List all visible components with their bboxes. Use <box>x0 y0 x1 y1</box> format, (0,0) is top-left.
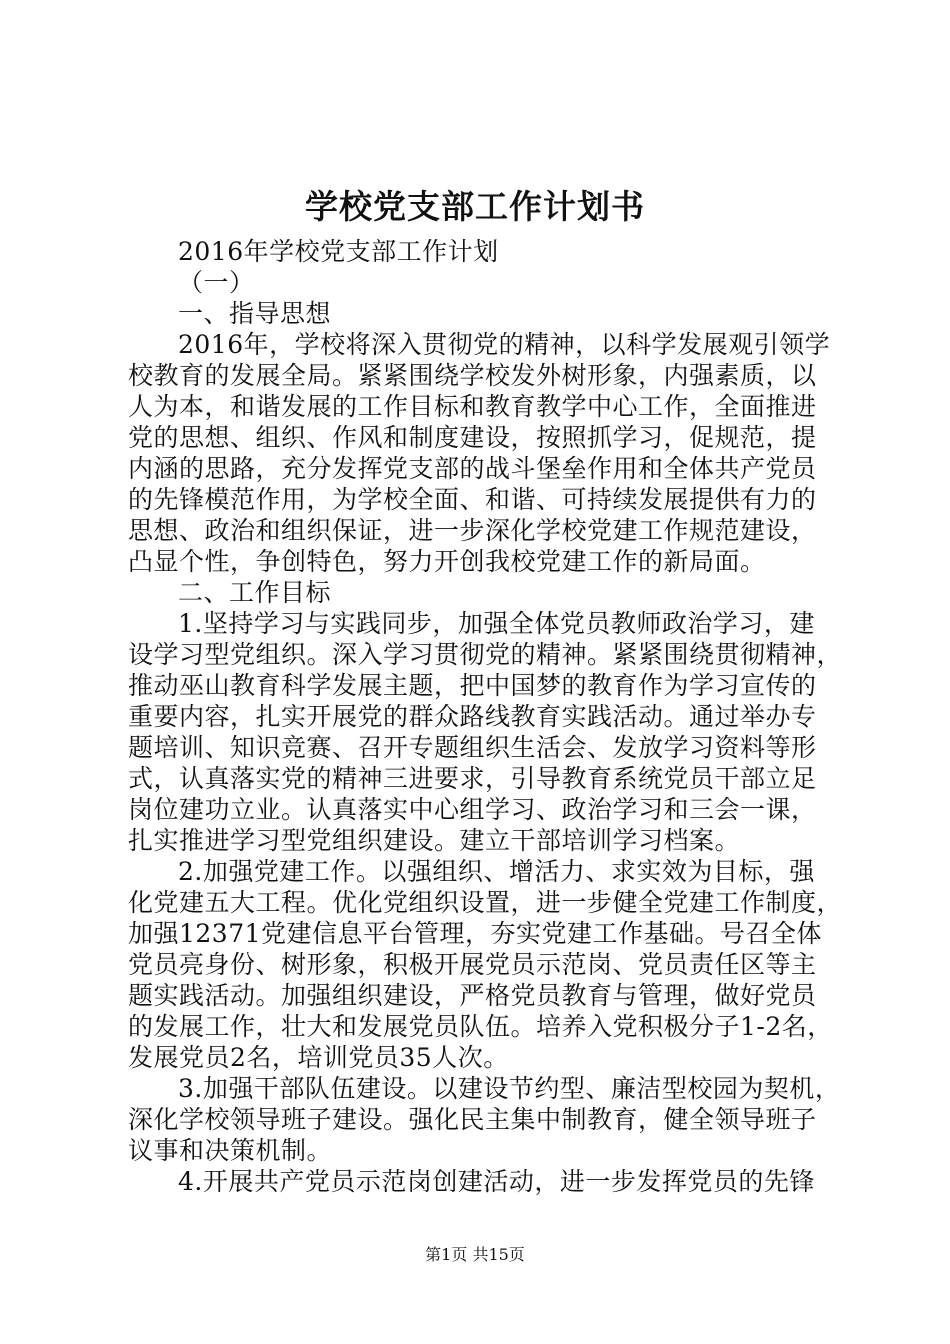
text-line: 深化学校领导班子建设。强化民主集中制教育，健全领导班子 <box>128 1105 817 1134</box>
document-body <box>128 236 843 1197</box>
text-line: 发展党员2名，培训党员35人次。 <box>128 1043 509 1072</box>
text-line: 党员亮身份、树形象，积极开展党员示范岗、党员责任区等主 <box>128 950 817 979</box>
text-line: 党的思想、组织、作风和制度建设，按照抓学习，促规范，提 <box>128 423 817 452</box>
text-line: 题实践活动。加强组织建设，严格党员教育与管理，做好党员 <box>128 981 817 1010</box>
text-line: 扎实推进学习型党组织建设。建立干部培训学习档案。 <box>128 826 741 855</box>
text-line: 2016年学校党支部工作计划 <box>178 237 499 266</box>
text-line: 的先锋模范作用，为学校全面、和谐、可持续发展提供有力的 <box>128 485 817 514</box>
text-line: 人为本，和谐发展的工作目标和教育教学中心工作，全面推进 <box>128 392 817 421</box>
text-line: 思想、政治和组织保证，进一步深化学校党建工作规范建设， <box>128 516 817 545</box>
text-line: 3.加强干部队伍建设。以建设节约型、廉洁型校园为契机， <box>178 1074 841 1103</box>
text-line: 二、工作目标 <box>178 578 332 607</box>
text-line: 推动巫山教育科学发展主题，把中国梦的教育作为学习宣传的 <box>128 671 817 700</box>
text-line: 岗位建功立业。认真落实中心组学习、政治学习和三会一课， <box>128 795 817 824</box>
text-line: 2016年，学校将深入贯彻党的精神，以科学发展观引领学 <box>178 330 831 359</box>
text-line: 重要内容，扎实开展党的群众路线教育实践活动。通过举办专 <box>128 702 817 731</box>
text-line: 凸显个性，争创特色，努力开创我校党建工作的新局面。 <box>128 547 766 576</box>
text-line: 内涵的思路，充分发挥党支部的战斗堡垒作用和全体共产党员 <box>128 454 817 483</box>
text-line: 设学习型党组织。深入学习贯彻党的精神。紧紧围绕贯彻精神， <box>128 640 843 669</box>
text-line: 的发展工作，壮大和发展党员队伍。培养入党积极分子1-2名， <box>128 1012 833 1041</box>
text-line: 校教育的发展全局。紧紧围绕学校发外树形象，内强素质，以 <box>128 361 817 390</box>
text-line: 加强12371党建信息平台管理，夯实党建工作基础。号召全体 <box>128 919 823 948</box>
page-footer: 第1页 共15页 <box>425 1245 525 1264</box>
text-line: 化党建五大工程。优化党组织设置，进一步健全党建工作制度， <box>128 888 843 917</box>
text-line: 式，认真落实党的精神三进要求，引导教育系统党员干部立足 <box>128 764 817 793</box>
text-line: 题培训、知识竞赛、召开专题组织生活会、发放学习资料等形 <box>128 733 817 762</box>
document-title: 学校党支部工作计划书 <box>305 187 645 226</box>
text-line: 一、指导思想 <box>178 299 332 328</box>
text-line: 议事和决策机制。 <box>128 1136 333 1165</box>
text-line: （一） <box>178 268 255 297</box>
text-line: 1.坚持学习与实践同步，加强全体党员教师政治学习，建 <box>178 609 815 638</box>
text-line: 4.开展共产党员示范岗创建活动，进一步发挥党员的先锋 <box>178 1167 815 1196</box>
text-line: 2.加强党建工作。以强组织、增活力、求实效为目标，强 <box>178 857 815 886</box>
